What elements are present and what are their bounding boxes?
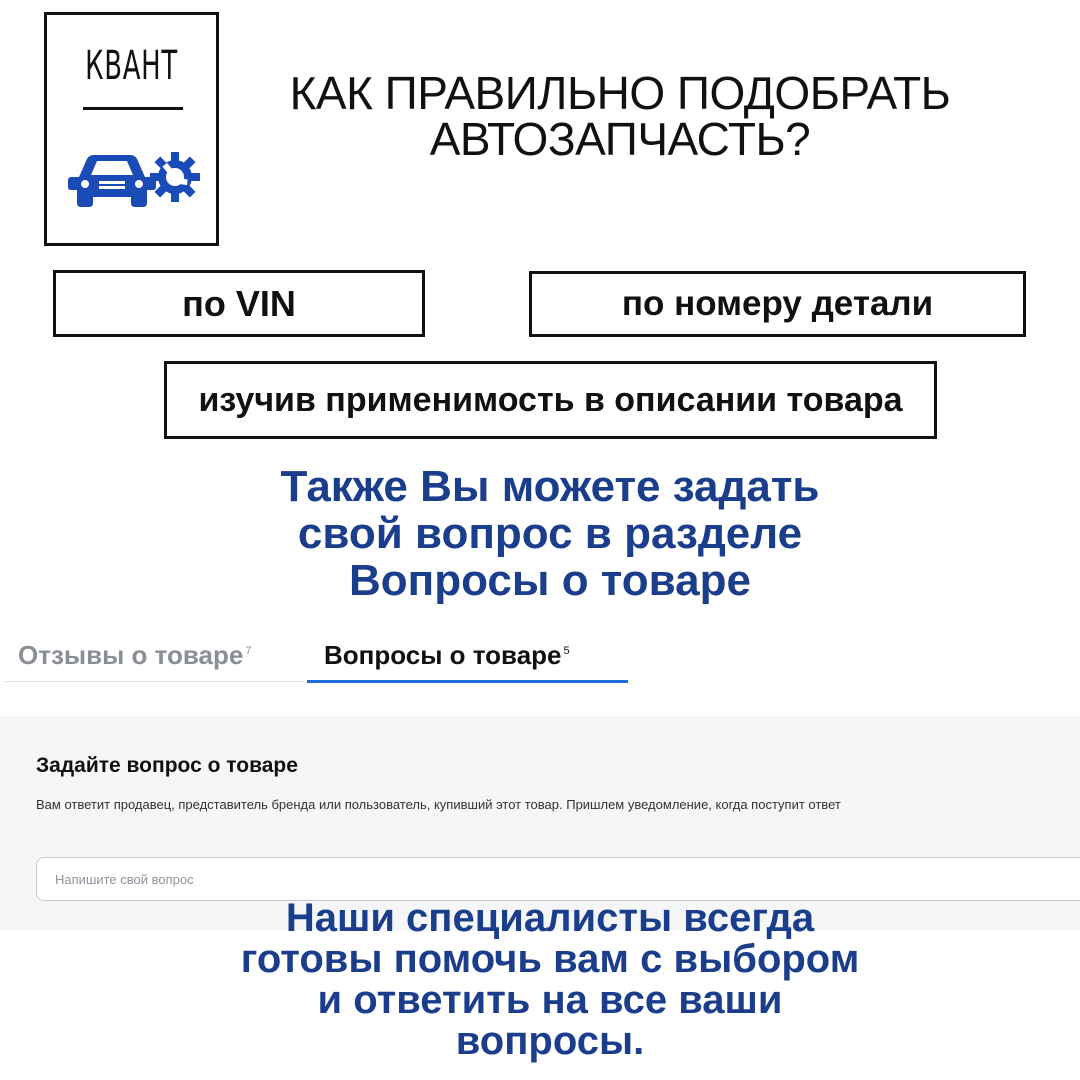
tab-reviews-label: Отзывы о товаре <box>18 640 244 670</box>
logo <box>44 12 219 246</box>
tabs-divider <box>4 681 304 682</box>
note-bottom-line2: готовы помочь вам с выбором <box>240 937 860 981</box>
note-bottom-line4: вопросы. <box>455 1019 645 1063</box>
note-top-line1: Также Вы можете задать <box>280 462 820 511</box>
question-panel-description: Вам ответит продавец, представитель бренда или пользователь, купивший этот товар. Пришлем уведомление, когда поступит ответ <box>36 797 841 812</box>
note-top-line3: Вопросы о товаре <box>349 556 751 605</box>
note-top <box>200 463 900 604</box>
tab-questions-label: Вопросы о товаре <box>324 640 562 670</box>
logo-text: КВАНТ <box>85 43 178 89</box>
question-input[interactable] <box>36 857 1080 901</box>
note-bottom-line1: Наши специалисты всегда <box>285 896 815 940</box>
page-title-line1: КАК ПРАВИЛЬНО ПОДОБРАТЬ <box>289 67 951 119</box>
tab-reviews[interactable] <box>18 640 251 671</box>
tab-questions[interactable] <box>324 640 570 671</box>
tab-questions-count: 5 <box>563 645 570 658</box>
note-bottom-line3: и ответить на все ваши <box>317 978 783 1022</box>
page-title <box>230 67 1010 165</box>
car-gear-icon <box>63 137 203 217</box>
question-panel-title: Задайте вопрос о товаре <box>36 754 298 777</box>
option-vin: по VIN <box>53 270 425 337</box>
note-bottom <box>200 898 900 1062</box>
tab-active-indicator <box>307 680 628 683</box>
option-applicability: изучив применимость в описании товара <box>164 361 937 439</box>
tabs <box>0 630 640 690</box>
page-title-line2: АВТОЗАПЧАСТЬ? <box>429 113 811 165</box>
note-top-line2: свой вопрос в разделе <box>297 509 803 558</box>
logo-divider <box>83 107 183 110</box>
tab-reviews-count: 7 <box>245 645 252 658</box>
option-part-number: по номеру детали <box>529 271 1026 337</box>
